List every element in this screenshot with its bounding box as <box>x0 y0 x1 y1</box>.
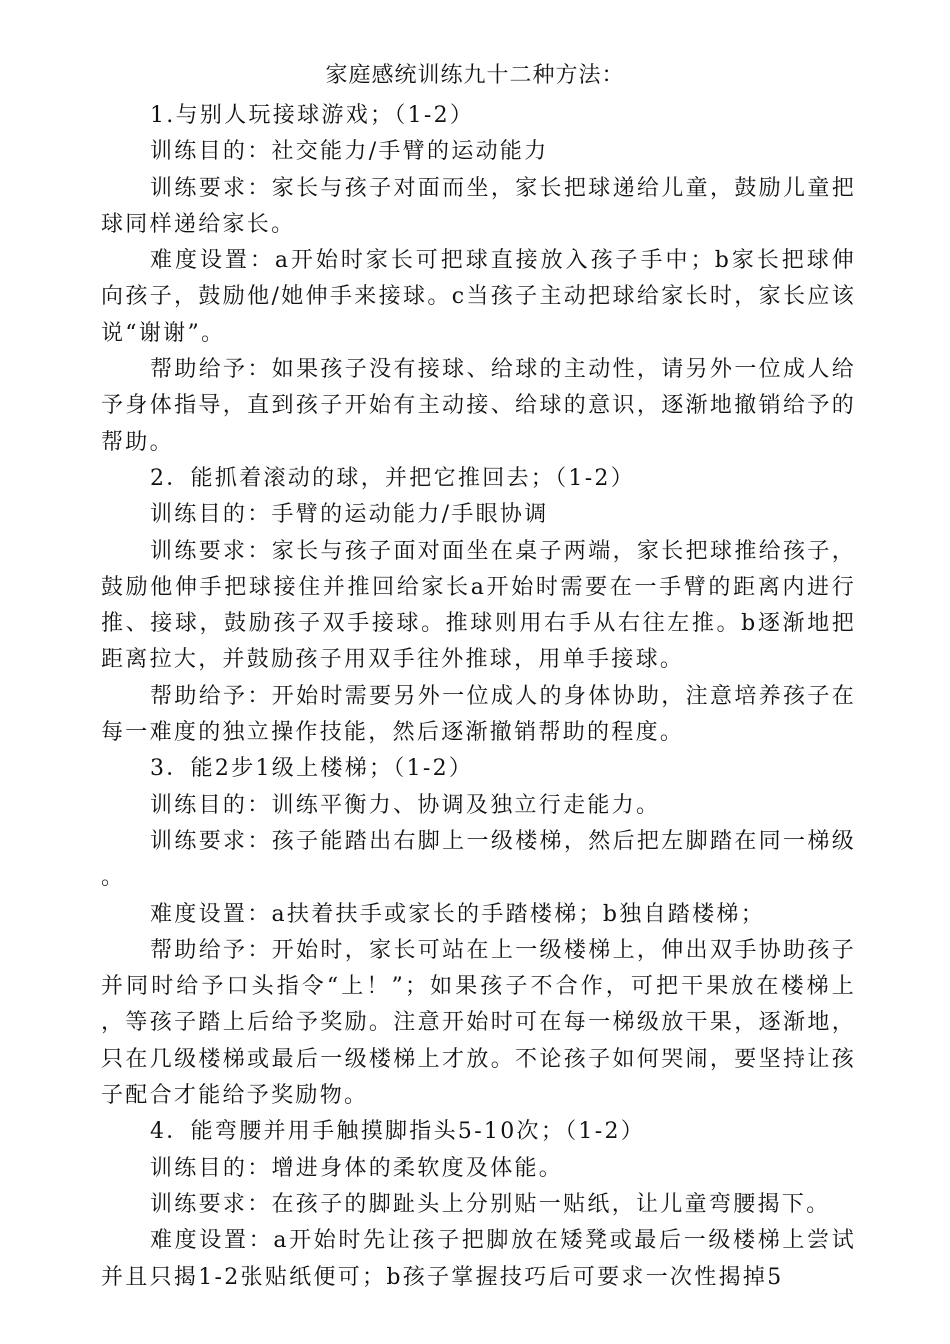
item-2-goal: 训练目的：手臂的运动能力/手眼协调 <box>150 502 549 528</box>
item-1-goal: 训练目的：社交能力/手臂的运动能力 <box>150 139 549 165</box>
item-1-difficulty: 难度设置：a开始时家长可把球直接放入孩子手中；b家长把球伸向孩子，鼓励他/她伸手来接球。c当孩子主动把球给家长时，家长应该说“谢谢”。 <box>101 248 856 346</box>
item-1-requirement: 训练要求：家长与孩子对面而坐，家长把球递给儿童，鼓励儿童把球同样递给家长。 <box>101 175 856 237</box>
document-title: 家庭感统训练九十二种方法： <box>325 63 625 88</box>
item-4-requirement: 训练要求：在孩子的脚趾头上分别贴一贴纸，让儿童弯腰揭下。 <box>150 1191 831 1217</box>
item-1-help: 帮助给予：如果孩子没有接球、给球的主动性，请另外一位成人给予身体指导，直到孩子开始有主动接、给球的意识，逐渐地撤销给予的帮助。 <box>101 357 856 455</box>
item-3-goal: 训练目的：训练平衡力、协调及独立行走能力。 <box>150 792 661 818</box>
item-1-heading: 1.与别人玩接球游戏；（1-2） <box>150 103 475 128</box>
item-3-difficulty: 难度设置：a扶着扶手或家长的手踏楼梯；b独自踏楼梯； <box>150 901 766 927</box>
item-4-goal: 训练目的：增进身体的柔软度及体能。 <box>150 1155 564 1181</box>
item-2-heading: 2．能抓着滚动的球，并把它推回去；（1-2） <box>150 465 636 491</box>
item-3-heading: 3．能2步1级上楼梯；（1-2） <box>150 756 474 782</box>
item-2-help: 帮助给予：开始时需要另外一位成人的身体协助，注意培养孩子在每一难度的独立操作技能，然后逐渐撤销帮助的程度。 <box>101 683 856 746</box>
item-3-requirement: 训练要求：孩子能踏出右脚上一级楼梯，然后把左脚踏在同一梯级。 <box>101 828 856 891</box>
item-2-requirement: 训练要求：家长与孩子面对面坐在桌子两端，家长把球推给孩子，鼓励他伸手把球接住并推回给家长a开始时需要在一手臂的距离内进行推、接球，鼓励孩子双手接球。推球则用右手从右往左推。b逐渐地把距离拉大，并鼓励孩子用双手往外推球，用单手接球。 <box>101 538 856 673</box>
item-3-help: 帮助给予：开始时，家长可站在上一级楼梯上，伸出双手协助孩子并同时给予口头指令“上！”；如果孩子不合作，可把干果放在楼梯上，等孩子踏上后给予奖励。注意开始时可在每一梯级放干果，逐渐地，只在几级楼梯或最后一级楼梯上才放。不论孩子如何哭闹，要坚持让孩子配合才能给予奖励物。 <box>101 937 856 1109</box>
item-4-difficulty: 难度设置：a开始时先让孩子把脚放在矮凳或最后一级楼梯上尝试并且只揭1-2张贴纸便可；b孩子掌握技巧后可要求一次性揭掉5 <box>101 1228 856 1290</box>
document-body <box>101 98 856 1296</box>
item-4-heading: 4．能弯腰并用手触摸脚指头5-10次；（1-2） <box>150 1119 646 1145</box>
